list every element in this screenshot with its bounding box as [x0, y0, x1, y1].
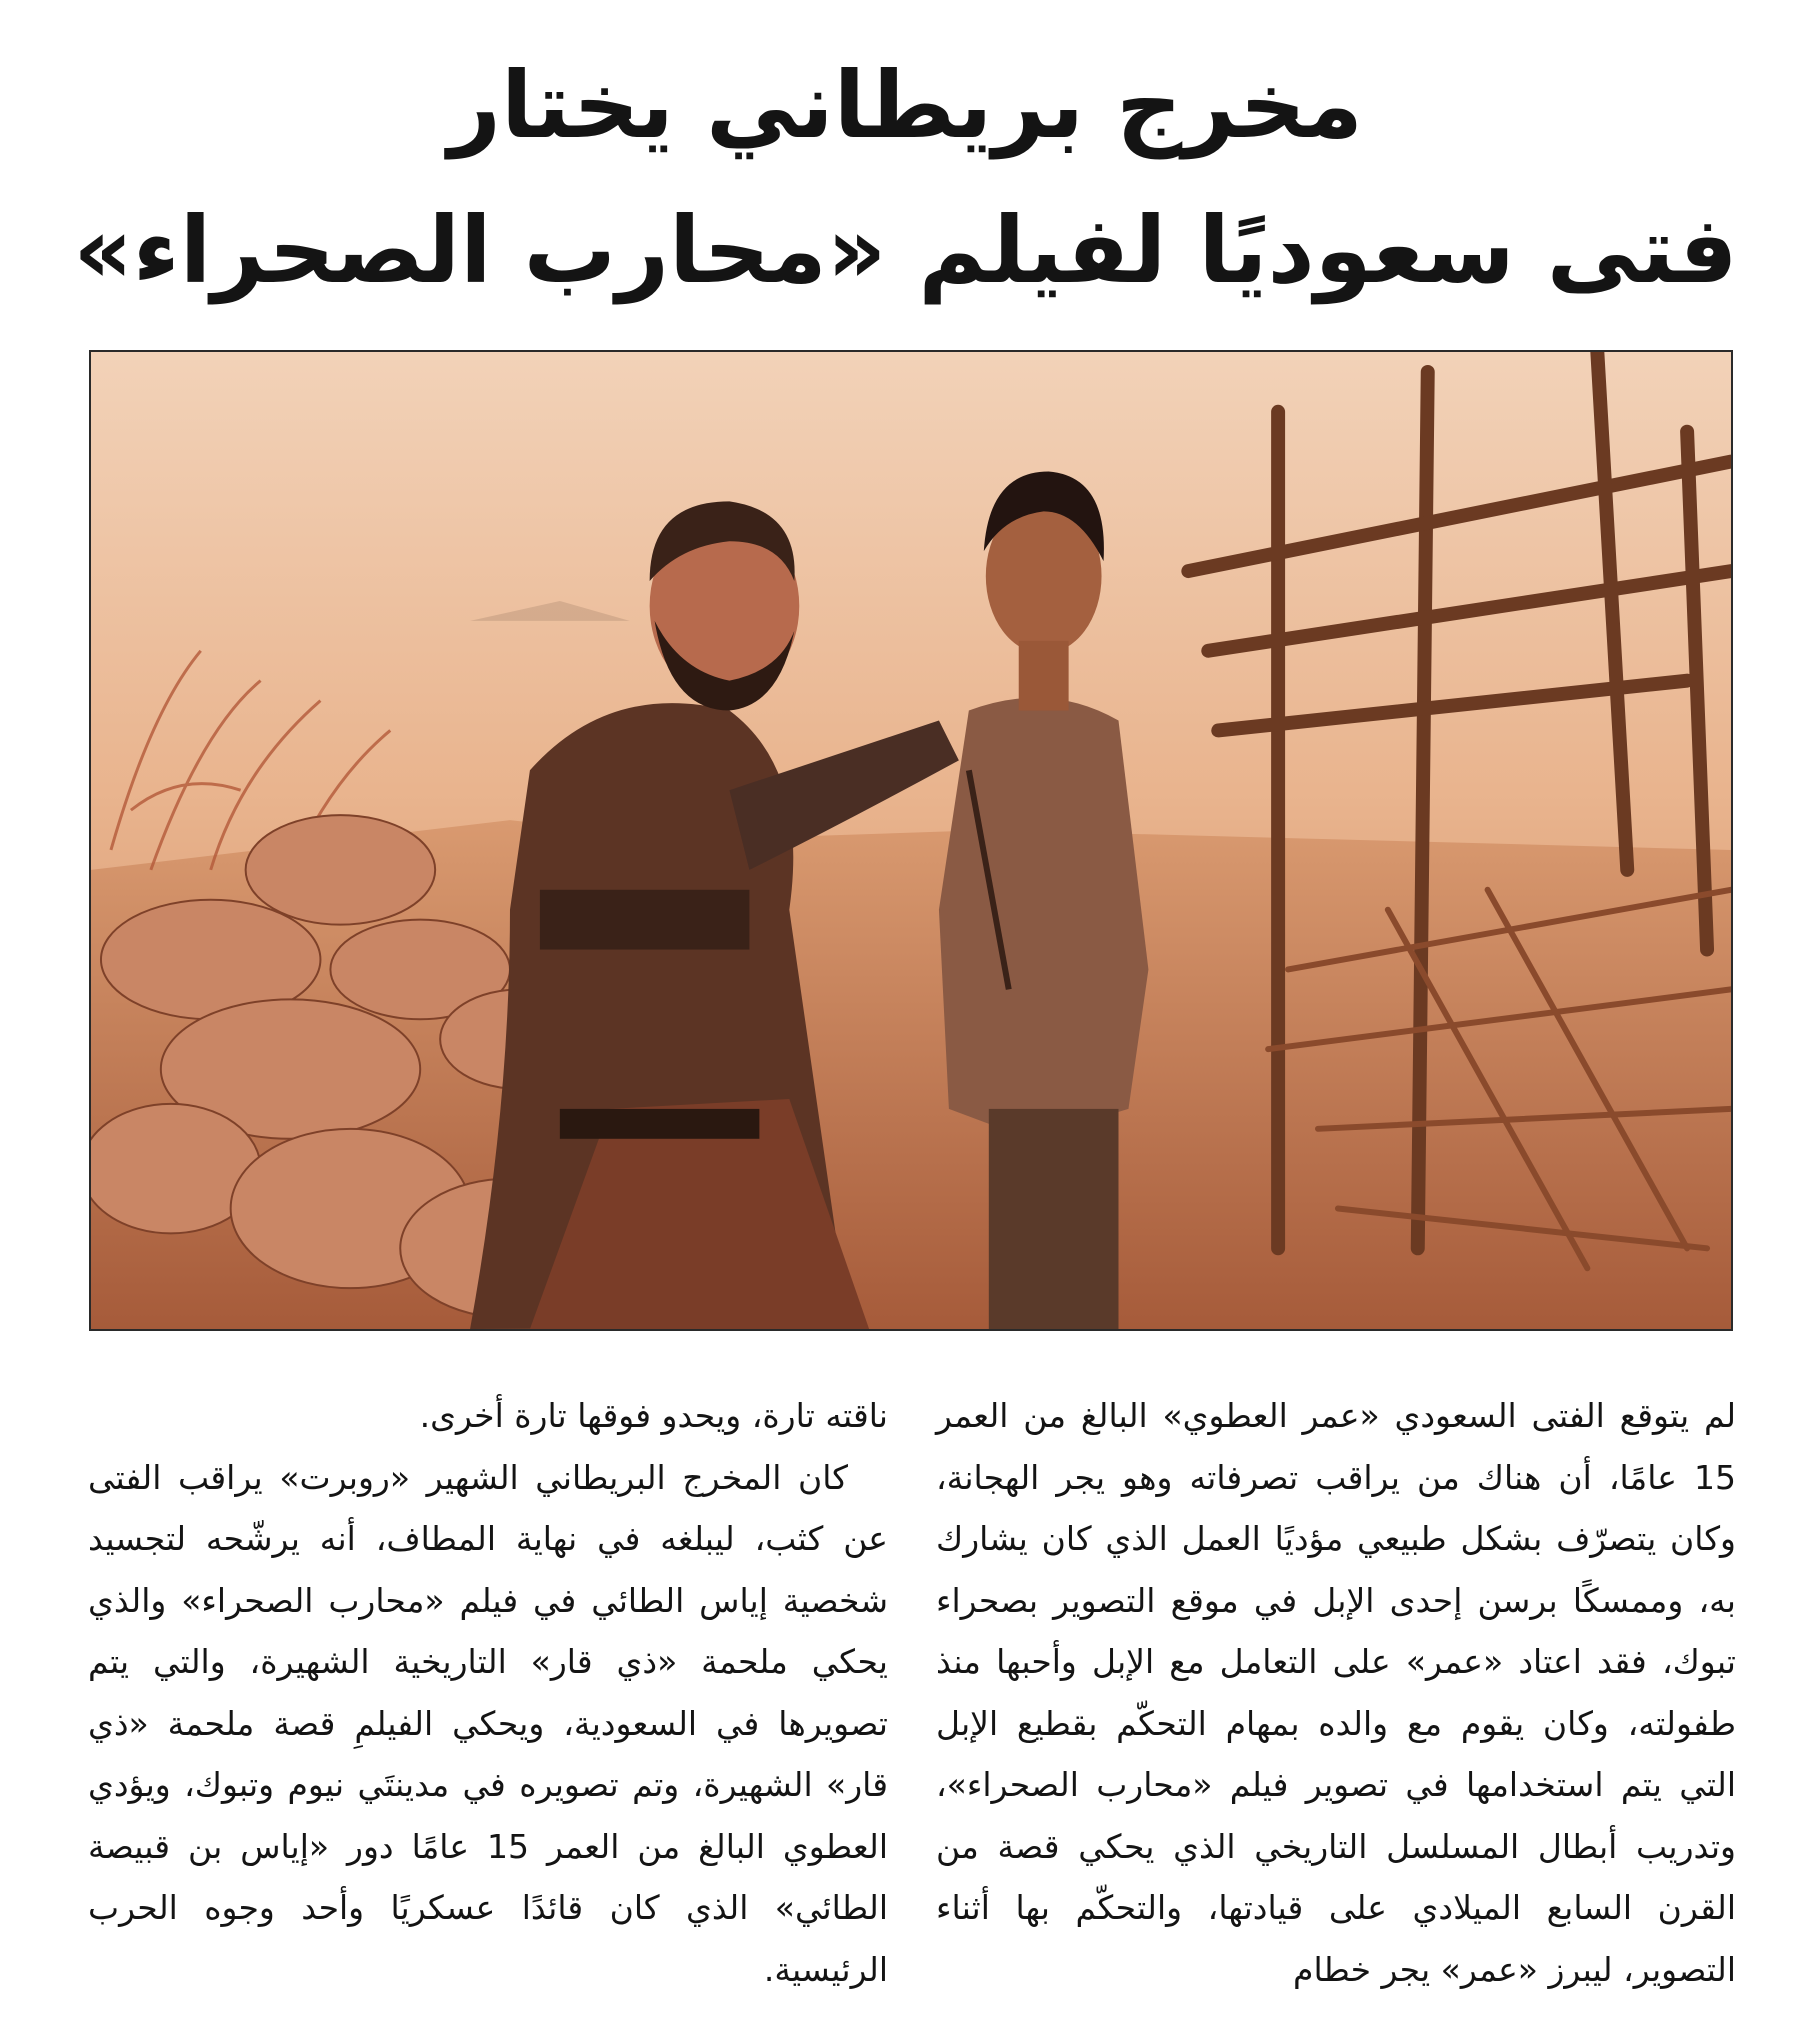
- headline-line-2: فتى سعوديًا لفيلم «محارب الصحراء»: [73, 197, 1738, 304]
- article-paragraph: ناقته تارة، ويحدو فوقها تارة أخرى.: [419, 1396, 888, 1435]
- headline-line-1: مخرج بريطاني يختار: [448, 52, 1363, 159]
- article-paragraph: كان المخرج البريطاني الشهير «روبرت» يراقب الفتى عن كثب، ليبلغه في نهاية المطاف، أنه يرشّحه لتجسيد شخصية إياس الطائي في فيلم «محارب الصحراء» والذي يحكي ملحمة «ذي قار» التاريخية الشهيرة، والتي يتم تصويرها في السعودية، ويحكي الفيلمِ قصة ملحمة «ذي قار» الشهيرة، وتم تصويره في مدينتَي نيوم وتبوك، ويؤدي العطوي البالغ من العمر 15 عامًا دور «إياس بن قبيصة الطائي» الذي كان قائدًا عسكريًا وأحد وجوه الحرب الرئيسية.: [88, 1457, 888, 1989]
- article-column-right: [936, 1385, 1736, 2000]
- article-column-left: [88, 1385, 888, 2000]
- photo-illustration: [91, 352, 1731, 1329]
- film-still-photo: [89, 350, 1733, 1331]
- article-paragraph: لم يتوقع الفتى السعودي «عمر العطوي» البالغ من العمر 15 عامًا، أن هناك من يراقب تصرفاته وهو يجر الهجانة، وكان يتصرّف بشكل طبيعي مؤديًا العمل الذي كان يشارك به، وممسكًا برسن إحدى الإبل في موقع التصوير بصحراء تبوك، فقد اعتاد «عمر» على التعامل مع الإبل وأحبها منذ طفولته، وكان يقوم مع والده بمهام التحكّم بقطيع الإبل التي يتم استخدامها في تصوير فيلم «محارب الصحراء»، وتدريب أبطال المسلسل التاريخي الذي يحكي قصة من القرن السابع الميلادي على قيادتها، والتحكّم بها أثناء التصوير، ليبرز «عمر» يجر خطام: [936, 1396, 1736, 1989]
